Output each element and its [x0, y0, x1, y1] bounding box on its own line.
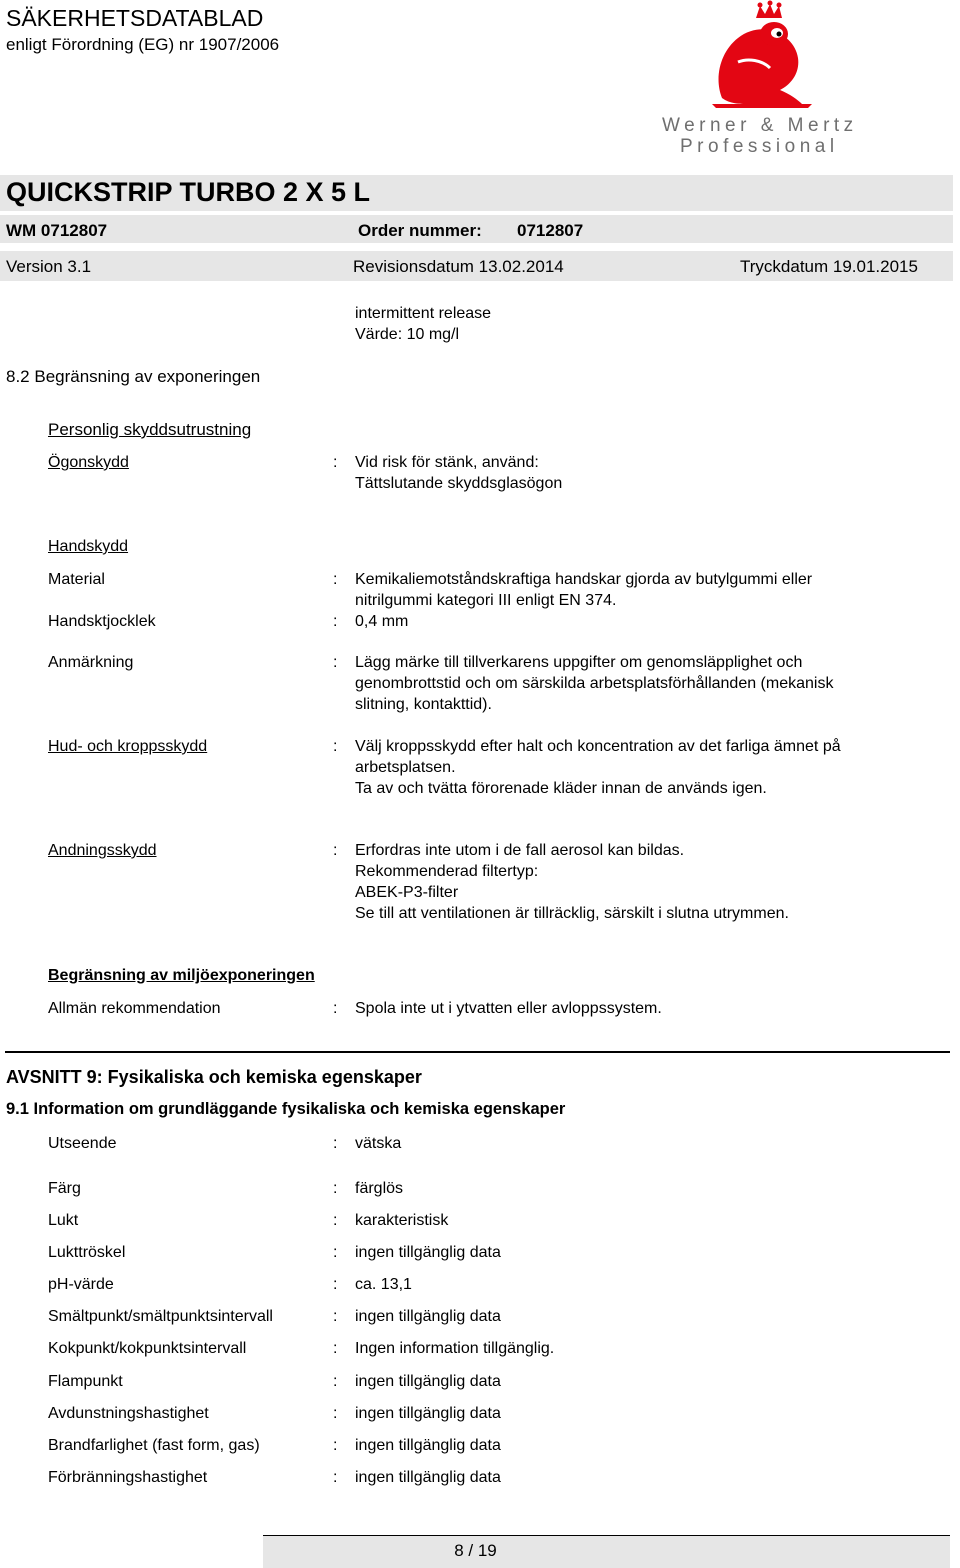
property-label: Kokpunkt/kokpunktsintervall — [48, 1340, 247, 1357]
glove-thickness-value: 0,4 mm — [355, 613, 409, 630]
section-8-2-heading: 8.2 Begränsning av exponeringen — [6, 367, 261, 386]
property-label: Utseende — [48, 1135, 117, 1152]
property-label: Färg — [48, 1180, 81, 1197]
section-9-1-heading: 9.1 Information om grundläggande fysikaliska och kemiska egenskaper — [6, 1100, 566, 1118]
property-label: pH-värde — [48, 1276, 114, 1293]
colon: : — [333, 1373, 338, 1390]
general-advice-value: Spola inte ut i ytvatten eller avloppssystem. — [355, 1000, 662, 1017]
order-number: 0712807 — [517, 221, 584, 240]
environmental-exposure-heading: Begränsning av miljöexponeringen — [48, 967, 315, 984]
colon: : — [333, 1000, 338, 1017]
property-value: ingen tillgänglig data — [355, 1308, 501, 1325]
respiratory-protection-label: Andningsskydd — [48, 842, 157, 859]
revision-date: Revisionsdatum 13.02.2014 — [353, 257, 564, 276]
colon: : — [333, 738, 338, 755]
colon: : — [333, 454, 338, 471]
colon: : — [333, 1405, 338, 1422]
property-label: Avdunstningshastighet — [48, 1405, 209, 1422]
glove-thickness-label: Handsktjocklek — [48, 613, 156, 630]
document-title: SÄKERHETSDATABLAD — [6, 5, 264, 31]
colon: : — [333, 842, 338, 859]
property-value: ingen tillgänglig data — [355, 1437, 501, 1454]
remark-value: Lägg märke till tillverkarens uppgifter om genomsläpplighet och genombrottstid och om särskilda arbetsplatsförhållanden (mekanisk slitning, kontakttid). — [355, 654, 834, 713]
section-9-heading: AVSNITT 9: Fysikaliska och kemiska egenskaper — [6, 1067, 422, 1087]
skin-protection-label: Hud- och kroppsskydd — [48, 738, 208, 755]
colon: : — [333, 1437, 338, 1454]
version: Version 3.1 — [6, 257, 92, 276]
colon: : — [333, 1244, 338, 1261]
property-value: Ingen information tillgänglig. — [355, 1340, 555, 1357]
property-value: färglös — [355, 1180, 404, 1197]
eye-protection-label: Ögonskydd — [48, 454, 129, 471]
general-advice-label: Allmän rekommendation — [48, 1000, 221, 1017]
material-label: Material — [48, 571, 105, 588]
property-value: ca. 13,1 — [355, 1276, 412, 1293]
eye-protection-value: Vid risk för stänk, använd: Tättslutande skyddsglasögon — [355, 454, 563, 492]
colon: : — [333, 1340, 338, 1357]
respiratory-protection-value: Erfordras inte utom i de fall aerosol kan bildas. Rekommenderad filtertyp: ABEK-P3-filter Se till att ventilationen är tillräcklig, särskilt i slutna utrymmen. — [355, 842, 789, 922]
property-value: ingen tillgänglig data — [355, 1469, 501, 1486]
svg-text:Professional: Professional — [680, 136, 839, 157]
property-label: Flampunkt — [48, 1373, 123, 1390]
property-value: vätska — [355, 1135, 402, 1152]
property-value: karakteristisk — [355, 1212, 449, 1229]
continuation-line-2: Värde: 10 mg/l — [355, 326, 460, 343]
property-value: ingen tillgänglig data — [355, 1244, 501, 1261]
colon: : — [333, 1469, 338, 1486]
skin-protection-value: Välj kroppsskydd efter halt och koncentration av det farliga ämnet på arbetsplatsen. Ta av och tvätta förorenade kläder innan de används igen. — [355, 738, 841, 797]
colon: : — [333, 1308, 338, 1325]
frog-icon — [712, 22, 812, 108]
colon: : — [333, 613, 338, 630]
section-divider — [5, 1051, 950, 1053]
property-label: Förbränningshastighet — [48, 1469, 208, 1486]
property-value: ingen tillgänglig data — [355, 1373, 501, 1390]
property-label: Brandfarlighet (fast form, gas) — [48, 1437, 260, 1454]
colon: : — [333, 1180, 338, 1197]
colon: : — [333, 1276, 338, 1293]
order-label: Order nummer: — [358, 221, 482, 240]
remark-label: Anmärkning — [48, 654, 134, 671]
property-label: Lukt — [48, 1212, 79, 1229]
continuation-line-1: intermittent release — [355, 305, 492, 322]
regulation-subtitle: enligt Förordning (EG) nr 1907/2006 — [6, 35, 280, 54]
product-name: QUICKSTRIP TURBO 2 X 5 L — [6, 177, 371, 207]
colon: : — [333, 1135, 338, 1152]
hand-protection-heading: Handskydd — [48, 538, 129, 555]
werner-mertz-logo — [652, 0, 862, 165]
svg-text:Werner & Mertz: Werner & Mertz — [662, 115, 858, 136]
material-value: Kemikaliemotståndskraftiga handskar gjorda av butylgummi eller nitrilgummi kategori III enligt EN 374. — [355, 571, 813, 609]
property-value: ingen tillgänglig data — [355, 1405, 501, 1422]
wm-number: WM 0712807 — [6, 221, 108, 240]
property-label: Lukttröskel — [48, 1244, 126, 1261]
property-label: Smältpunkt/smältpunktsintervall — [48, 1308, 273, 1325]
ppe-heading: Personlig skyddsutrustning — [48, 420, 252, 439]
crown-icon — [756, 1, 782, 19]
print-date: Tryckdatum 19.01.2015 — [740, 257, 918, 276]
colon: : — [333, 571, 338, 588]
colon: : — [333, 654, 338, 671]
page-number: 8 / 19 — [454, 1541, 497, 1560]
colon: : — [333, 1212, 338, 1229]
